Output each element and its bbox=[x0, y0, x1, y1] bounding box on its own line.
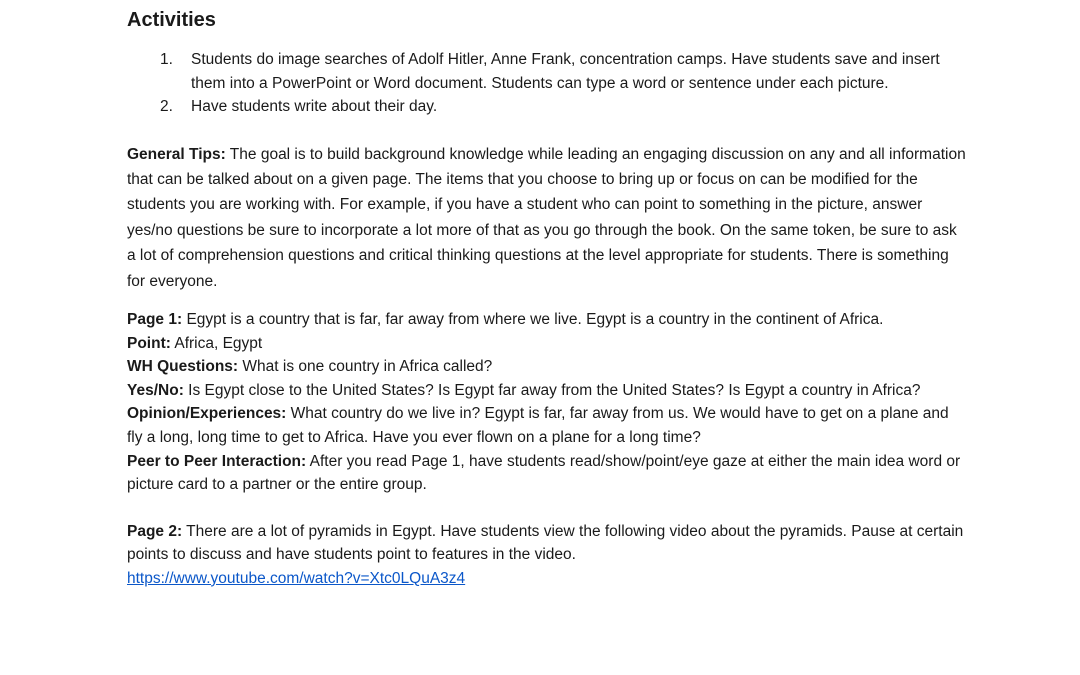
peer-interaction-text: After you read Page 1, have students read/show/point/eye gaze at either the main idea word or picture card to a partner or the entire group. bbox=[127, 452, 961, 494]
page-1-intro bbox=[127, 308, 967, 332]
wh-questions-label: WH Questions: bbox=[127, 358, 239, 376]
opinion-experiences-text: What country do we live in? Egypt is far, far away from us. We would have to get on a plane and fly a long, long time to get to Africa. Have you ever flown on a plane for a long time? bbox=[127, 405, 949, 446]
point-text: Africa, Egypt bbox=[170, 334, 263, 352]
page-2-label: Page 2: bbox=[127, 522, 183, 540]
list-item-text: Students do image searches of Adolf Hitler, Anne Frank, concentration camps. Have students save and insert them into a PowerPoint or Word document. Students can type a word or sentence under each picture. bbox=[191, 51, 940, 92]
yes-no-line bbox=[127, 379, 967, 403]
list-item bbox=[127, 95, 967, 119]
activities-list bbox=[127, 48, 967, 119]
video-link-line bbox=[127, 567, 967, 591]
general-tips-text: The goal is to build background knowledge while leading an engaging discussion on any and all information that can be talked about on a given page. The items that you choose to bring up or focus on can be modified for the students you are working with. For example, if you have a student who can point to something in the picture, answer yes/no questions be sure to incorporate a lot more of that as you go through the book. On the same token, be sure to ask a lot of comprehension questions and critical thinking questions at the level appropriate for students. There is something for everyone. bbox=[127, 145, 966, 290]
page-1-section bbox=[127, 308, 967, 591]
document-content bbox=[127, 6, 967, 590]
list-item-text: Have students write about their day. bbox=[191, 98, 438, 115]
wh-questions-text: What is one country in Africa called? bbox=[238, 358, 493, 376]
peer-interaction-label: Peer to Peer Interaction: bbox=[127, 452, 307, 470]
list-item-number: 1. bbox=[160, 51, 173, 68]
page-1-text: Egypt is a country that is far, far away from where we live. Egypt is a country in the continent of Africa. bbox=[182, 310, 884, 328]
page-2-text: There are a lot of pyramids in Egypt. Have students view the following video about the pyramids. Pause at certain points to discuss and have students point to features in the video. bbox=[127, 522, 964, 564]
general-tips-label: General Tips: bbox=[127, 145, 226, 163]
wh-questions-line bbox=[127, 355, 967, 379]
opinion-experiences-line bbox=[127, 402, 967, 449]
peer-interaction-line bbox=[127, 450, 967, 497]
yes-no-label: Yes/No: bbox=[127, 381, 184, 399]
page-1-label: Page 1: bbox=[127, 310, 183, 328]
general-tips-paragraph bbox=[127, 142, 967, 294]
point-label: Point: bbox=[127, 334, 171, 352]
list-item-number: 2. bbox=[160, 98, 173, 115]
section-heading: Activities bbox=[127, 9, 216, 31]
yes-no-text: Is Egypt close to the United States? Is Egypt far away from the United States? Is Egypt a country in Africa? bbox=[183, 381, 921, 399]
point-line bbox=[127, 332, 967, 356]
opinion-experiences-label: Opinion/Experiences: bbox=[127, 405, 287, 423]
list-item bbox=[127, 48, 967, 95]
paragraph-spacer bbox=[127, 497, 967, 520]
youtube-video-link[interactable]: https://www.youtube.com/watch?v=Xtc0LQuA3z4 bbox=[127, 569, 466, 587]
page-2-intro bbox=[127, 520, 967, 567]
